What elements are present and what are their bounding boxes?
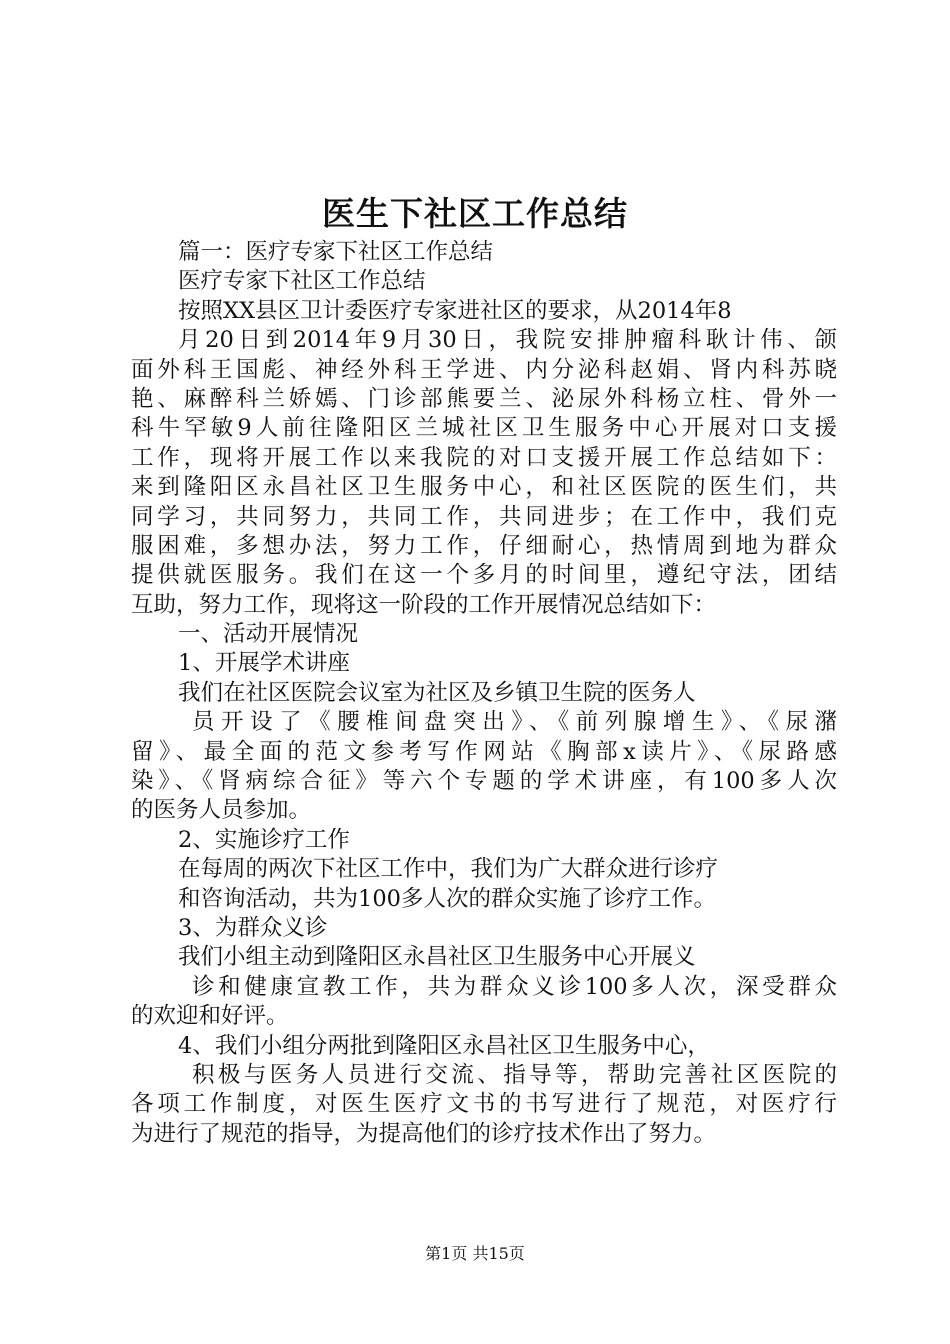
text-line: 诊和健康宣教工作，共为群众义诊100多人次，深受群众: [192, 973, 837, 1000]
text-line: 提供就医服务。我们在这一个多月的时间里，遵纪守法，团结: [131, 562, 837, 589]
text-line: 面外科王国彪、神经外科王学进、内分泌科赵娟、肾内科苏晓: [131, 356, 837, 383]
text-line: 的欢迎和好评。: [131, 1003, 289, 1030]
text-line: 科牛罕敏9人前往隆阳区兰城社区卫生服务中心开展对口支援: [131, 415, 837, 442]
text-line: 3、为群众义诊: [178, 914, 328, 941]
text-line: 互助，努力工作，现将这一阶段的工作开展情况总结如下：: [131, 591, 717, 618]
text-line: 4、我们小组分两批到隆阳区永昌社区卫生服务中心，: [178, 1032, 710, 1059]
text-line: 我们小组主动到隆阳区永昌社区卫生服务中心开展义: [178, 944, 696, 971]
document-body: [131, 238, 837, 1149]
document-title: 医生下社区工作总结: [322, 194, 628, 233]
text-line: 篇一：医疗专家下社区工作总结: [178, 239, 494, 265]
text-line: 员开设了《腰椎间盘突出》、《前列腺增生》、《尿潴: [192, 709, 837, 736]
text-line: 来到隆阳区永昌社区卫生服务中心，和社区医院的医生们，共: [131, 474, 837, 501]
text-line: 各项工作制度，对医生医疗文书的书写进行了规范，对医疗行: [131, 1091, 837, 1118]
page-footer: 第1页 共15页: [425, 1244, 525, 1263]
text-line: 月20日到2014年9月30日，我院安排肿瘤科耿计伟、颌: [178, 327, 837, 354]
text-line: 医疗专家下社区工作总结: [178, 268, 426, 295]
text-line: 和咨询活动，共为100多人次的群众实施了诊疗工作。: [178, 885, 716, 912]
text-line: 一、活动开展情况: [178, 621, 359, 648]
text-line: 工作，现将开展工作以来我院的对口支援开展工作总结如下：: [131, 444, 837, 471]
text-line: 1、开展学术讲座: [178, 650, 350, 677]
text-line: 染》、《肾病综合征》等六个专题的学术讲座，有100多人次: [131, 768, 837, 795]
text-line: 2、实施诊疗工作: [178, 826, 350, 853]
text-line: 同学习，共同努力，共同工作，共同进步；在工作中，我们克: [131, 503, 837, 530]
text-line: 为进行了规范的指导，为提高他们的诊疗技术作出了努力。: [131, 1120, 717, 1147]
text-line: 积极与医务人员进行交流、指导等，帮助完善社区医院的: [192, 1061, 837, 1088]
text-line: 艳、麻醉科兰娇嫣、门诊部熊要兰、泌尿外科杨立柱、骨外一: [131, 385, 837, 412]
text-line: 留》、最全面的范文参考写作网站《胸部x读片》、《尿路感: [131, 738, 837, 765]
text-line: 我们在社区医院会议室为社区及乡镇卫生院的医务人: [178, 679, 696, 706]
text-line: 的医务人员参加。: [131, 797, 312, 824]
text-line: 在每周的两次下社区工作中，我们为广大群众进行诊疗: [178, 856, 719, 883]
text-line: 服困难，多想办法，努力工作，仔细耐心，热情周到地为群众: [131, 532, 837, 559]
text-line: 按照XX县区卫计委医疗专家进社区的要求，从2014年8: [178, 297, 732, 324]
